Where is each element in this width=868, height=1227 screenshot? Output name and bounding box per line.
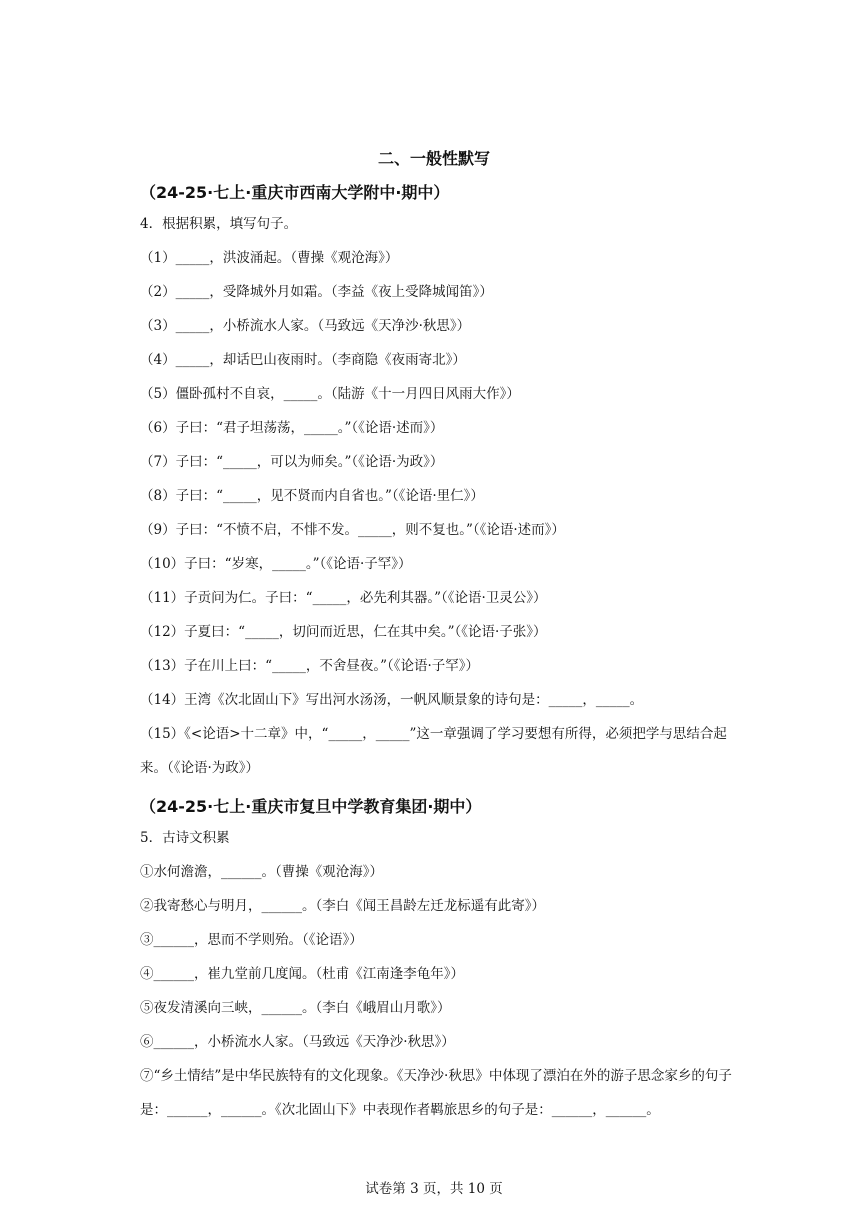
q5-stem: 5．古诗文积累: [140, 830, 230, 846]
q4-item-4: （4）_____，却话巴山夜雨时。（李商隐《夜雨寄北》）: [140, 352, 466, 368]
q5-item-6: ⑥______，小桥流水人家。（马致远《天净沙·秋思》）: [140, 1034, 455, 1050]
q5-item-1: ①水何澹澹，______。（曹操《观沧海》）: [140, 864, 383, 880]
q5-item-2: ②我寄愁心与明月，______。（李白《闻王昌龄左迁龙标遥有此寄》）: [140, 898, 545, 914]
q4-item-11: （11）子贡问为仁。子曰：“_____，必先利其器。”（《论语·卫灵公》）: [140, 590, 547, 606]
q4-item-9: （9）子曰：“不愤不启，不悱不发。_____，则不复也。”（《论语·述而》）: [140, 522, 565, 538]
section-title: 二、一般性默写: [377, 149, 490, 168]
q4-item-5: （5）僵卧孤村不自哀，_____。（陆游《十一月四日风雨大作》）: [140, 386, 520, 402]
q4-item-14: （14）王湾《次北固山下》写出河水汤汤，一帆风顺景象的诗句是：_____，_____。: [140, 692, 644, 708]
q5-item-4: ④______，崔九堂前几度闻。（杜甫《江南逢李龟年》）: [140, 966, 464, 982]
q4-item-15: （15）《<论语>十二章》中，“_____，_____”这一章强调了学习要想有所得，必须把学与思结合起来。（《论语·为政》）: [140, 726, 727, 776]
q4-item-6: （6）子曰：“君子坦荡荡，_____。”（《论语·述而》）: [140, 420, 444, 436]
q4-item-12: （12）子夏曰：“_____，切问而近思，仁在其中矣。”（《论语·子张》）: [140, 624, 547, 640]
q4-item-1: （1）_____，洪波涌起。（曹操《观沧海》）: [140, 250, 399, 266]
q4-item-2: （2）_____，受降城外月如霜。（李益《夜上受降城闻笛》）: [140, 284, 493, 300]
page-footer: 试卷第 3 页，共 10 页: [365, 1181, 503, 1197]
q5-item-3: ③______，思而不学则殆。（《论语》）: [140, 932, 363, 948]
q5-source: （24-25·七上·重庆市复旦中学教育集团·期中）: [140, 797, 482, 816]
q4-source: （24-25·七上·重庆市西南大学附中·期中）: [140, 183, 450, 202]
q4-item-3: （3）_____，小桥流水人家。（马致远《天净沙·秋思》）: [140, 318, 471, 334]
q4-item-13: （13）子在川上曰：“_____，不舍昼夜。”（《论语·子罕》）: [140, 658, 480, 674]
q4-stem: 4．根据积累，填写句子。: [140, 216, 298, 232]
q4-item-10: （10）子曰：“岁寒，_____。”（《论语·子罕》）: [140, 556, 412, 572]
q5-item-5: ⑤夜发清溪向三峡，______。（李白《峨眉山月歌》）: [140, 1000, 451, 1016]
q5-item-7: ⑦“乡土情结”是中华民族特有的文化现象。《天净沙·秋思》中体现了漂泊在外的游子思念家乡的句子是：______，______。《次北固山下》中表现作者羁旅思乡的句子是：______，______。: [140, 1068, 732, 1118]
q4-item-8: （8）子曰：“_____，见不贤而内自省也。”（《论语·里仁》）: [140, 488, 484, 504]
q4-item-7: （7）子曰：“_____，可以为师矣。”（《论语·为政》）: [140, 454, 444, 470]
